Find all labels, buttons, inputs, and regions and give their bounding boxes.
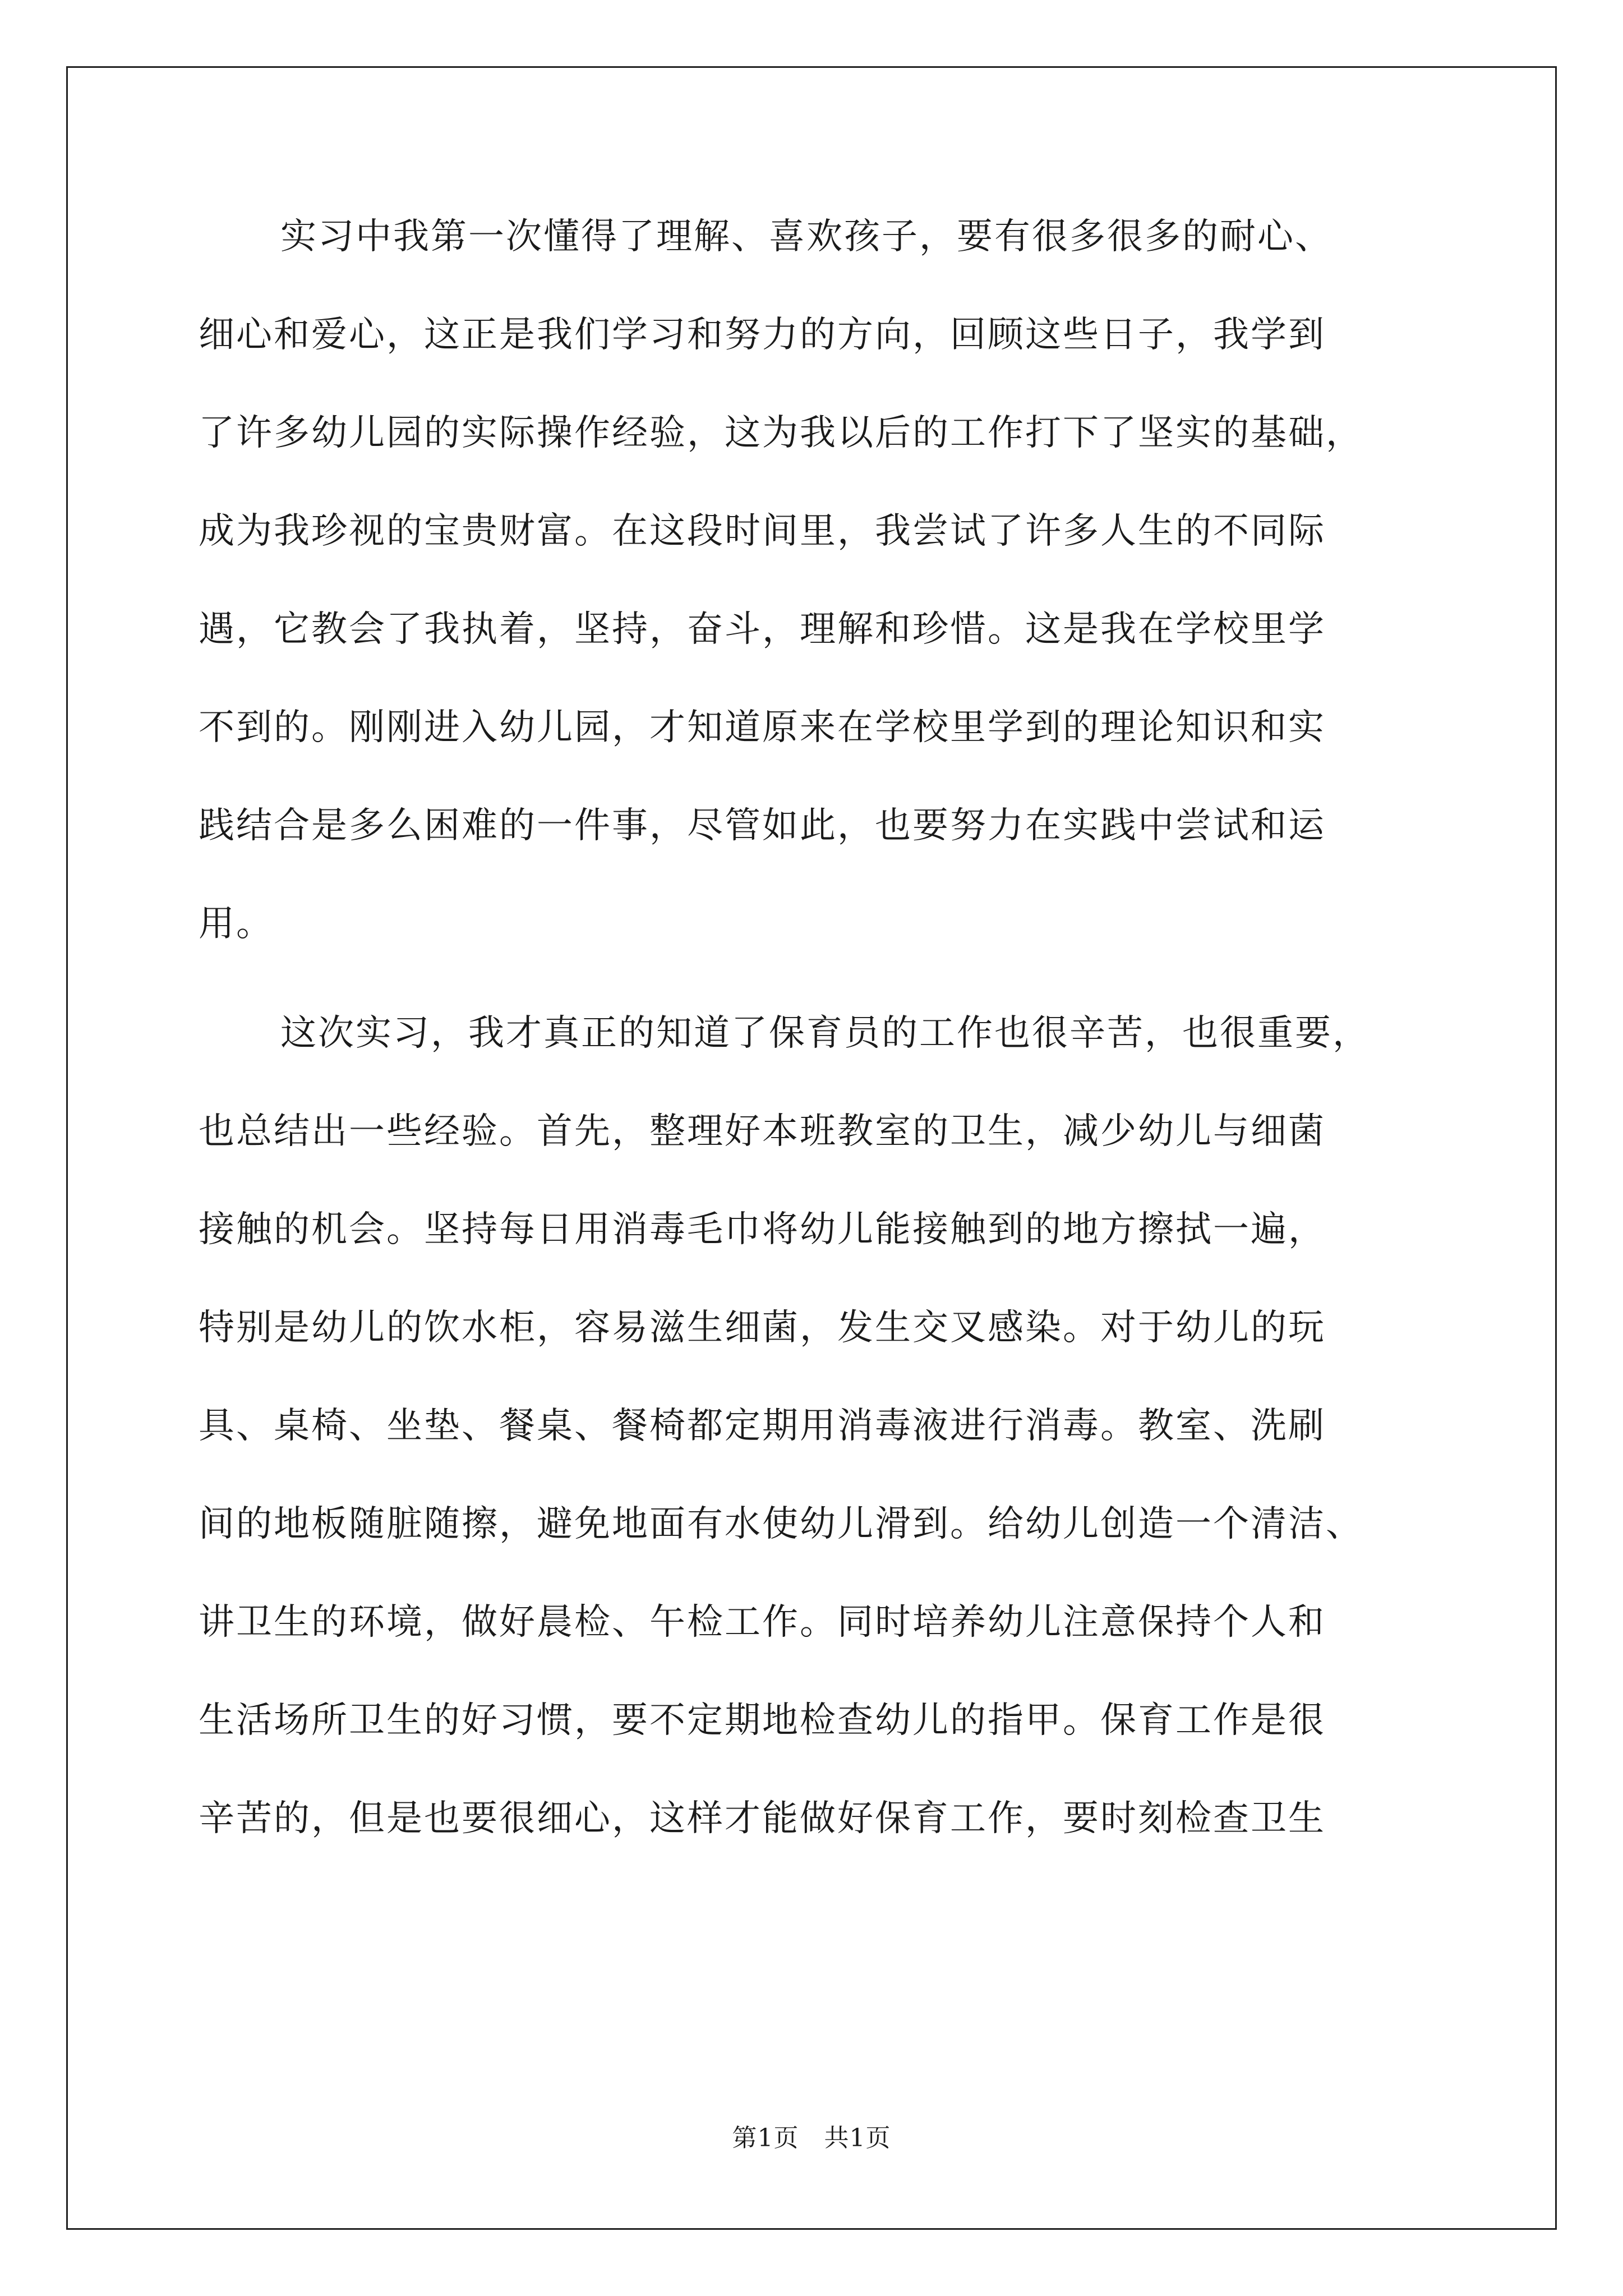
paragraph-line: 特别是幼儿的饮水柜，容易滋生细菌，发生交叉感染。对于幼儿的玩 [199,1307,1326,1349]
paragraph-line: 间的地板随脏随擦，避免地面有水使幼儿滑到。给幼儿创造一个清洁、 [199,1503,1363,1545]
paragraph-line: 遇，它教会了我执着，坚持，奋斗，理解和珍惜。这是我在学校里学 [199,609,1326,650]
page-footer: 第1页 共1页 [732,2124,891,2152]
paragraph-line: 讲卫生的环境，做好晨检、午检工作。同时培养幼儿注意保持个人和 [199,1602,1326,1643]
paragraph-line: 用。 [199,903,274,945]
paragraph-line: 也总结出一些经验。首先，整理好本班教室的卫生，减少幼儿与细菌 [199,1111,1326,1152]
paragraph-line: 这次实习，我才真正的知道了保育员的工作也很辛苦，也很重要， [280,1013,1370,1054]
paragraph-line: 具、桌椅、坐垫、餐桌、餐椅都定期用消毒液进行消毒。教室、洗刷 [199,1405,1326,1447]
paragraph-line: 实习中我第一次懂得了理解、喜欢孩子，要有很多很多的耐心、 [280,216,1332,257]
paragraph-line: 不到的。刚刚进入幼儿园，才知道原来在学校里学到的理论知识和实 [199,707,1326,748]
paragraph-line: 细心和爱心，这正是我们学习和努力的方向，回顾这些日子，我学到 [199,314,1326,356]
paragraph-line: 成为我珍视的宝贵财富。在这段时间里，我尝试了许多人生的不同际 [199,510,1326,552]
paragraph-line: 生活场所卫生的好习惯，要不定期地检查幼儿的指甲。保育工作是很 [199,1700,1326,1741]
paragraph-line: 辛苦的，但是也要很细心，这样才能做好保育工作，要时刻检查卫生 [199,1798,1326,1839]
paragraph-line: 接触的机会。坚持每日用消毒毛巾将幼儿能接触到的地方擦拭一遍， [199,1209,1326,1250]
paragraph-line: 了许多幼儿园的实际操作经验，这为我以后的工作打下了坚实的基础， [199,412,1363,454]
paragraph-line: 践结合是多么困难的一件事，尽管如此，也要努力在实践中尝试和运 [199,805,1326,846]
